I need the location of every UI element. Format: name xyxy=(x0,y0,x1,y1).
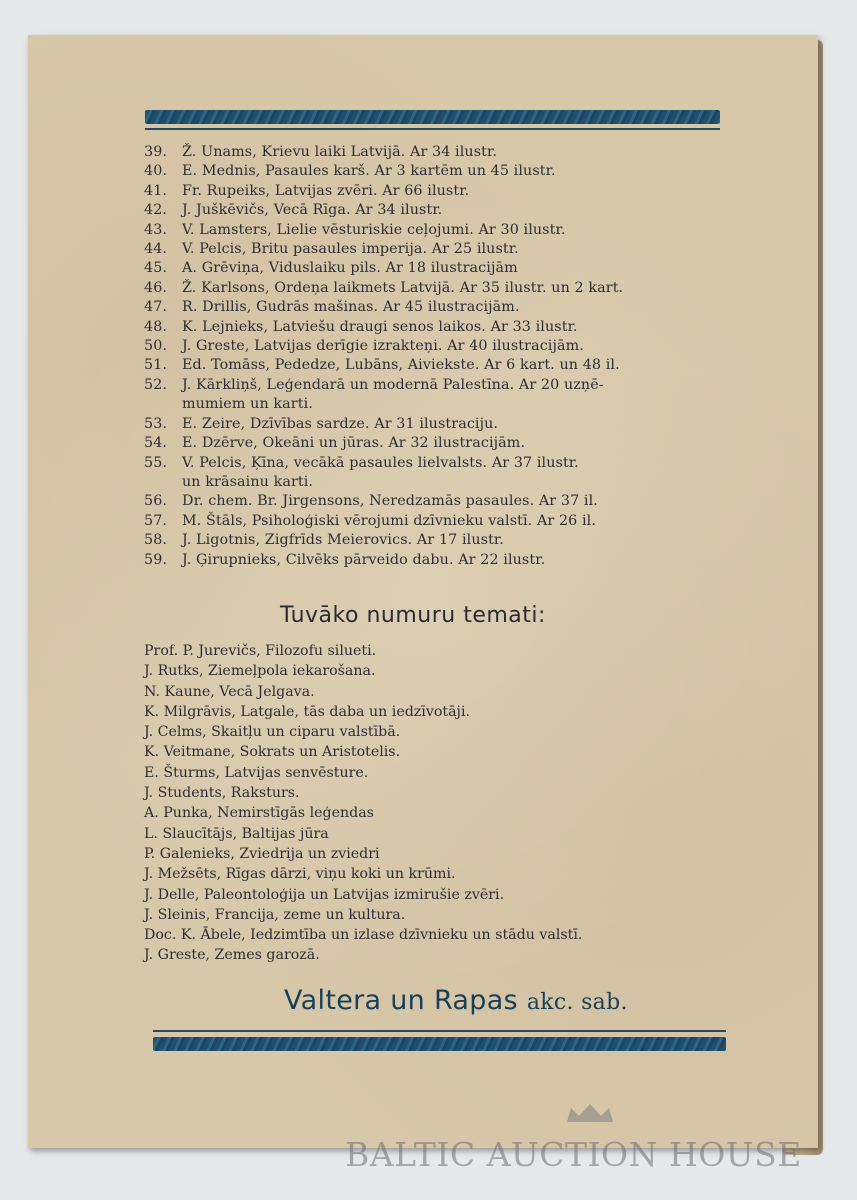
item-number: 46. xyxy=(144,279,168,296)
item-number: 43. xyxy=(144,221,168,238)
upcoming-item: E. Šturms, Latvijas senvēsture. xyxy=(144,764,369,781)
list-item xyxy=(144,259,744,278)
upcoming-item: J. Sleinis, Francija, zeme un kultura. xyxy=(144,906,406,923)
crown-icon xyxy=(563,1102,617,1126)
bottom-rule-line xyxy=(153,1030,726,1032)
item-number: 51. xyxy=(144,357,168,374)
watermark-text: BALTIC AUCTION HOUSE xyxy=(345,1135,802,1174)
item-text: J. Ģirupnieks, Cilvēks pārveido dabu. Ar 22 ilustr. xyxy=(182,551,546,568)
item-text: E. Zeire, Dzīvības sardze. Ar 31 ilustraciju. xyxy=(182,415,499,432)
publisher-suffix: akc. sab. xyxy=(526,990,628,1015)
series-list xyxy=(144,143,744,570)
item-text: E. Dzērve, Okeāni un jūras. Ar 32 ilustracijām. xyxy=(182,435,526,452)
list-item xyxy=(144,279,744,298)
list-item xyxy=(144,182,744,201)
item-number: 42. xyxy=(144,202,168,219)
item-text: Ž. Karlsons, Ordeņa laikmets Latvijā. Ar 35 ilustr. un 2 kart. xyxy=(182,279,624,296)
item-number: 52. xyxy=(144,376,168,393)
upcoming-item: J. Delle, Paleontoloģija un Latvijas izmirušie zvēri. xyxy=(144,886,505,903)
upcoming-item: J. Celms, Skaitļu un ciparu valstībā. xyxy=(144,724,401,741)
item-text: Ž. Unams, Krievu laiki Latvijā. Ar 34 ilustr. xyxy=(182,144,498,160)
list-item xyxy=(144,201,744,220)
list-item xyxy=(144,298,744,317)
item-number: 40. xyxy=(144,163,168,180)
item-number: 50. xyxy=(144,338,168,355)
item-number: 57. xyxy=(144,512,168,529)
top-rule-line xyxy=(145,128,720,130)
list-item xyxy=(144,376,744,395)
publisher-line xyxy=(284,985,734,1016)
item-number: 41. xyxy=(144,182,168,199)
bottom-ornamental-band xyxy=(153,1037,726,1051)
item-number: 39. xyxy=(144,144,168,160)
list-item xyxy=(144,551,744,570)
list-item xyxy=(144,143,744,162)
upcoming-item: J. Mežsēts, Rīgas dārzi, viņu koki un krūmi. xyxy=(144,866,456,883)
item-number: 48. xyxy=(144,318,168,335)
upcoming-item: J. Students, Raksturs. xyxy=(144,785,300,802)
item-text: V. Pelcis, Ķīna, vecākā pasaules lielvalsts. Ar 37 ilustr. xyxy=(182,454,579,471)
item-number: 56. xyxy=(144,493,168,510)
publisher-name: Valtera un Rapas xyxy=(284,985,518,1016)
item-text: J. Ligotnis, Zigfrīds Meierovics. Ar 17 ilustr. xyxy=(182,532,504,549)
item-text: J. Juškēvičs, Vecā Rīga. Ar 34 ilustr. xyxy=(182,202,443,219)
list-item xyxy=(144,434,744,453)
upcoming-item: K. Milgrāvis, Latgale, tās daba un iedzīvotāji. xyxy=(144,703,470,720)
upcoming-item: A. Punka, Nemirstīgās leģendas xyxy=(144,805,374,822)
upcoming-item: J. Greste, Zemes garozā. xyxy=(144,947,320,964)
list-item xyxy=(144,337,744,356)
item-number: 55. xyxy=(144,454,168,471)
item-number: 47. xyxy=(144,299,168,316)
upcoming-item: J. Rutks, Ziemeļpola iekarošana. xyxy=(144,663,376,680)
list-item xyxy=(144,240,744,259)
upcoming-item: P. Galenieks, Zviedrija un zviedri xyxy=(144,845,380,862)
item-number: 58. xyxy=(144,532,168,549)
item-number: 59. xyxy=(144,551,168,568)
book-back-cover xyxy=(28,35,818,1148)
item-text: Fr. Rupeiks, Latvijas zvēri. Ar 66 ilustr. xyxy=(182,182,470,199)
item-text: A. Grēviņa, Viduslaiku pils. Ar 18 ilustracijām xyxy=(182,260,518,277)
upcoming-item: Prof. P. Jurevičs, Filozofu silueti. xyxy=(144,643,377,659)
item-text: V. Pelcis, Britu pasaules imperija. Ar 25 ilustr. xyxy=(182,241,519,258)
list-item xyxy=(144,492,744,511)
list-item xyxy=(144,454,744,473)
item-text: M. Štāls, Psiholoģiski vērojumi dzīvnieku valstī. Ar 26 il. xyxy=(182,512,597,529)
item-text: J. Greste, Latvijas derīgie izrakteņi. Ar 40 ilustracijām. xyxy=(182,338,584,355)
item-text: E. Mednis, Pasaules karš. Ar 3 kartēm un 45 ilustr. xyxy=(182,163,556,180)
upcoming-heading: Tuvāko numuru temati: xyxy=(280,603,546,628)
item-text: K. Lejnieks, Latviešu draugi senos laikos. Ar 33 ilustr. xyxy=(182,318,578,335)
item-number: 44. xyxy=(144,241,168,258)
item-text: R. Drillis, Gudrās mašinas. Ar 45 ilustracijām. xyxy=(182,299,520,316)
item-continuation: un krāsainu karti. xyxy=(182,473,314,490)
list-item xyxy=(144,415,744,434)
top-ornamental-band xyxy=(145,110,720,124)
list-item xyxy=(144,531,744,550)
list-item xyxy=(144,318,744,337)
upcoming-item: N. Kaune, Vecā Jelgava. xyxy=(144,683,315,700)
list-item xyxy=(144,512,744,531)
list-item xyxy=(144,221,744,240)
item-text: V. Lamsters, Lielie vēsturiskie ceļojumi. Ar 30 ilustr. xyxy=(182,221,566,238)
item-number: 53. xyxy=(144,415,168,432)
upcoming-list xyxy=(144,641,754,966)
list-item xyxy=(144,356,744,375)
item-text: Ed. Tomāss, Pededze, Lubāns, Aiviekste. Ar 6 kart. un 48 il. xyxy=(182,357,620,374)
upcoming-item: L. Slaucītājs, Baltijas jūra xyxy=(144,825,329,842)
list-item xyxy=(144,162,744,181)
item-text: J. Kārkliņš, Leģendarā un modernā Palestīna. Ar 20 uzņē- xyxy=(182,376,604,393)
item-text: Dr. chem. Br. Jirgensons, Neredzamās pasaules. Ar 37 il. xyxy=(182,493,598,510)
upcoming-item: K. Veitmane, Sokrats un Aristotelis. xyxy=(144,744,401,761)
item-continuation: mumiem un karti. xyxy=(182,396,313,413)
item-number: 45. xyxy=(144,260,168,277)
item-number: 54. xyxy=(144,435,168,452)
upcoming-item: Doc. K. Ābele, Iedzimtība un izlase dzīvnieku un stādu valstī. xyxy=(144,927,583,944)
